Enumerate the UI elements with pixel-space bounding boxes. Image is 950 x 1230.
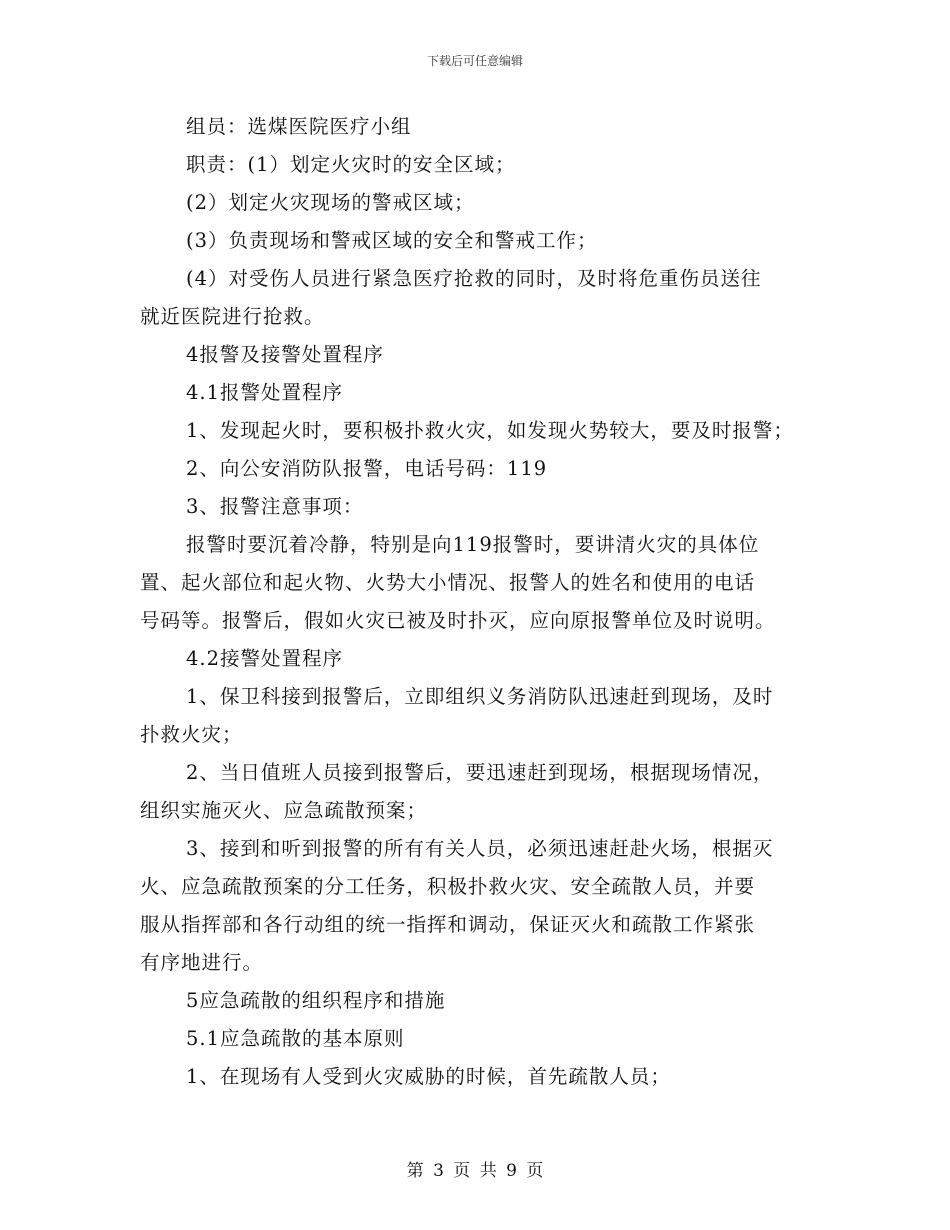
subsection-heading: 4.1报警处置程序 bbox=[186, 381, 344, 404]
text-line: 服从指挥部和各行动组的统一指挥和调动，保证灭火和疏散工作紧张 bbox=[140, 913, 756, 936]
text-line: 火、应急疏散预案的分工任务，积极扑救火灾、安全疏散人员，并要 bbox=[140, 875, 756, 898]
text-line: 置、起火部位和起火物、火势大小情况、报警人的姓名和使用的电话 bbox=[140, 571, 756, 594]
subsection-heading: 5.1应急疏散的基本原则 bbox=[186, 1027, 405, 1050]
document-body bbox=[140, 108, 830, 1096]
text-line: 组织实施灭火、应急疏散预案； bbox=[140, 799, 428, 822]
text-line: 1、发现起火时，要积极扑救火灾，如发现火势较大，要及时报警； bbox=[186, 419, 794, 442]
section-heading: 4报警及接警处置程序 bbox=[186, 343, 384, 366]
text-line: (3）负责现场和警戒区域的安全和警戒工作； bbox=[186, 229, 598, 252]
text-line: 就近医院进行抢救。 bbox=[140, 305, 325, 328]
text-line: 组员：选煤医院医疗小组 bbox=[186, 115, 412, 138]
text-line: 2、当日值班人员接到报警后，要迅速赶到现场，根据现场情况， bbox=[186, 761, 774, 784]
page-number-footer: 第 3 页 共 9 页 bbox=[406, 1161, 544, 1181]
text-line: (4）对受伤人员进行紧急医疗抢救的同时，及时将危重伤员送往 bbox=[186, 267, 762, 290]
subsection-heading: 4.2接警处置程序 bbox=[186, 647, 344, 670]
text-line: 有序地进行。 bbox=[140, 951, 264, 974]
section-heading: 5应急疏散的组织程序和措施 bbox=[186, 989, 446, 1012]
text-line: (2）划定火灾现场的警戒区域； bbox=[186, 191, 475, 214]
text-line: 报警时要沉着冷静，特别是向119报警时，要讲清火灾的具体位 bbox=[186, 533, 760, 556]
text-line: 2、向公安消防队报警，电话号码：119 bbox=[186, 457, 548, 480]
text-line: 3、报警注意事项： bbox=[186, 495, 364, 518]
text-line: 扑救火灾； bbox=[140, 723, 243, 746]
text-line: 1、保卫科接到报警后，立即组织义务消防队迅速赶到现场，及时 bbox=[186, 685, 774, 708]
text-line: 3、接到和听到报警的所有有关人员，必须迅速赶赴火场，根据灭 bbox=[186, 837, 774, 860]
text-line: 职责：(1）划定火灾时的安全区域； bbox=[186, 153, 516, 176]
text-line: 号码等。报警后，假如火灾已被及时扑灭，应向原报警单位及时说明。 bbox=[140, 609, 776, 632]
page-header: 下载后可任意编辑 bbox=[426, 54, 523, 68]
text-line: 1、在现场有人受到火灾威胁的时候，首先疏散人员； bbox=[186, 1065, 671, 1088]
